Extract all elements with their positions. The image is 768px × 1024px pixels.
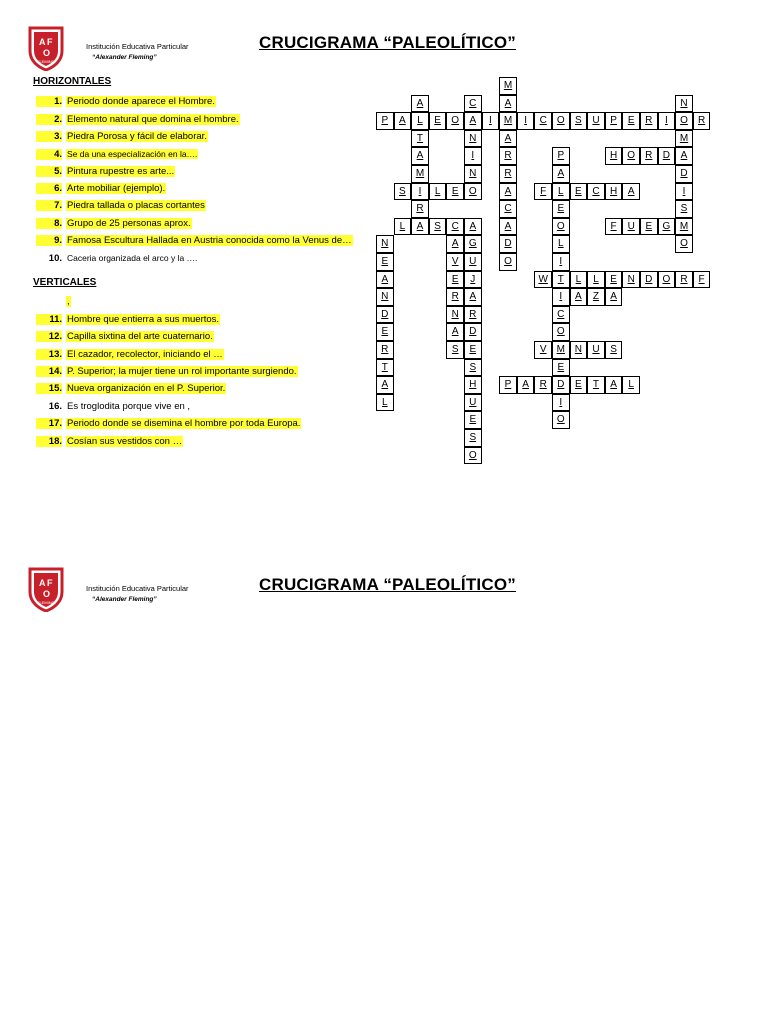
crossword-cell[interactable]: O: [464, 447, 482, 465]
crossword-cell[interactable]: N: [464, 130, 482, 148]
crossword-cell[interactable]: O: [675, 112, 693, 130]
clue-number: 6.: [36, 183, 62, 194]
crossword-cell[interactable]: C: [552, 306, 570, 324]
page-title-2: CRUCIGRAMA “PALEOLÍTICO”: [259, 575, 516, 594]
crossword-cell[interactable]: A: [464, 218, 482, 236]
crossword-cell[interactable]: P: [552, 147, 570, 165]
crossword-cell[interactable]: E: [605, 271, 623, 289]
clue-number: 17.: [36, 418, 62, 429]
crossword-cell[interactable]: N: [570, 341, 588, 359]
school-info: [86, 41, 189, 63]
school-name: Institución Educativa Particular: [86, 42, 189, 51]
crossword-cell[interactable]: O: [552, 112, 570, 130]
crossword-cell[interactable]: E: [376, 253, 394, 271]
crossword-cell[interactable]: F: [534, 183, 552, 201]
clue-text: Piedra tallada o placas cortantes: [67, 200, 205, 211]
crossword-cell[interactable]: D: [640, 271, 658, 289]
clue-number: 14.: [36, 366, 62, 377]
crossword-cell[interactable]: A: [675, 147, 693, 165]
crossword-cell[interactable]: A: [376, 271, 394, 289]
crossword-cell[interactable]: J: [464, 271, 482, 289]
crossword-cell[interactable]: R: [640, 147, 658, 165]
crossword-cell[interactable]: U: [587, 112, 605, 130]
crossword-cell[interactable]: G: [464, 235, 482, 253]
logo-letter-o: O: [43, 589, 51, 599]
clue-number: 7.: [36, 200, 62, 211]
clue-text: Arte mobiliar (ejemplo).: [67, 183, 166, 194]
school-motto: “Alexander Fleming”: [92, 596, 157, 603]
school-logo: [27, 25, 65, 71]
crossword-cell[interactable]: C: [499, 200, 517, 218]
crossword-cell[interactable]: I: [482, 112, 500, 130]
clue-text: Capilla sixtina del arte cuaternario.: [67, 331, 213, 342]
crossword-cell[interactable]: E: [552, 200, 570, 218]
crossword-cell[interactable]: S: [675, 200, 693, 218]
clue-v15: [36, 383, 370, 394]
crossword-cell[interactable]: D: [376, 306, 394, 324]
school-logo-2: [27, 566, 65, 612]
crossword-cell[interactable]: L: [587, 271, 605, 289]
crossword-cell[interactable]: U: [587, 341, 605, 359]
crossword-cell[interactable]: R: [499, 147, 517, 165]
clue-text: Elemento natural que domina el hombre.: [67, 114, 239, 125]
clue-number: 5.: [36, 166, 62, 177]
clue-text: El cazador, recolector, iniciando el …: [67, 349, 223, 360]
crossword-cell[interactable]: V: [446, 253, 464, 271]
clue-number: 15.: [36, 383, 62, 394]
crossword-cell[interactable]: A: [446, 323, 464, 341]
crossword-cell[interactable]: E: [446, 183, 464, 201]
crossword-cell[interactable]: E: [570, 183, 588, 201]
crossword-cell[interactable]: R: [411, 200, 429, 218]
crossword-cell[interactable]: S: [570, 112, 588, 130]
crossword-cell[interactable]: M: [499, 112, 517, 130]
crossword-cell[interactable]: I: [411, 183, 429, 201]
crossword-cell[interactable]: R: [446, 288, 464, 306]
verticales-heading: VERTICALES: [33, 277, 97, 288]
crossword-cell[interactable]: V: [534, 341, 552, 359]
clue-number: 4.: [36, 149, 62, 160]
clue-number: 9.: [36, 235, 62, 246]
crossword-cell[interactable]: I: [552, 288, 570, 306]
clue-v0: [36, 296, 370, 307]
crossword-cell[interactable]: E: [429, 112, 447, 130]
crossword-cell[interactable]: O: [552, 411, 570, 429]
school-motto: “Alexander Fleming”: [92, 54, 157, 61]
shield-icon: [27, 566, 65, 612]
clue-text: Se da una especialización en la….: [67, 149, 198, 159]
clue-h4: [36, 149, 370, 160]
crossword-cell[interactable]: I: [517, 112, 535, 130]
crossword-cell[interactable]: U: [464, 253, 482, 271]
crossword-cell[interactable]: E: [376, 323, 394, 341]
school-name: Institución Educativa Particular: [86, 584, 189, 593]
crossword-cell[interactable]: M: [675, 218, 693, 236]
crossword-cell[interactable]: E: [464, 341, 482, 359]
clue-h5: [36, 166, 370, 177]
crossword-cell[interactable]: A: [622, 183, 640, 201]
clue-number: 10.: [48, 253, 62, 264]
crossword-cell[interactable]: I: [675, 183, 693, 201]
crossword-cell[interactable]: E: [640, 218, 658, 236]
horizontales-heading: HORIZONTALES: [33, 76, 112, 87]
crossword-cell[interactable]: S: [464, 429, 482, 447]
crossword-cell[interactable]: I: [658, 112, 676, 130]
crossword-cell[interactable]: R: [499, 165, 517, 183]
clue-number: 13.: [36, 349, 62, 360]
crossword-cell[interactable]: O: [499, 253, 517, 271]
crossword-cell[interactable]: I: [552, 253, 570, 271]
crossword-cell[interactable]: C: [446, 218, 464, 236]
crossword-cell[interactable]: A: [464, 112, 482, 130]
crossword-cell[interactable]: R: [376, 341, 394, 359]
clue-v18: [36, 436, 370, 447]
crossword-cell[interactable]: E: [464, 411, 482, 429]
crossword-cell[interactable]: A: [499, 183, 517, 201]
clue-number: 2.: [36, 114, 62, 125]
crossword-cell[interactable]: H: [605, 147, 623, 165]
crossword-cell[interactable]: A: [570, 288, 588, 306]
crossword-cell[interactable]: O: [675, 235, 693, 253]
crossword-cell[interactable]: F: [693, 271, 711, 289]
crossword-cell[interactable]: T: [376, 359, 394, 377]
crossword-cell[interactable]: N: [446, 306, 464, 324]
clue-text: Periodo donde se disemina el hombre por toda Europa.: [67, 418, 301, 429]
crossword-cell[interactable]: A: [499, 130, 517, 148]
crossword-cell[interactable]: L: [429, 183, 447, 201]
clue-text: Periodo donde aparece el Hombre.: [67, 96, 215, 107]
clue-h9: [36, 235, 370, 246]
clue-text: Cosían sus vestidos con …: [67, 436, 183, 447]
clue-v14: [36, 366, 370, 377]
clue-text: ,: [67, 296, 70, 307]
shield-icon: [27, 25, 65, 71]
crossword-cell[interactable]: D: [499, 235, 517, 253]
logo-letter-f: F: [47, 578, 53, 588]
clue-number: 3.: [36, 131, 62, 142]
clue-h7: [36, 200, 370, 211]
crossword-cell[interactable]: L: [552, 235, 570, 253]
crossword-cell[interactable]: M: [411, 165, 429, 183]
crossword-cell[interactable]: W: [534, 271, 552, 289]
crossword-cell[interactable]: O: [622, 147, 640, 165]
page-title: CRUCIGRAMA “PALEOLÍTICO”: [259, 33, 516, 52]
clue-text: Caceria organizada el arco y la ….: [67, 253, 198, 263]
crossword-cell[interactable]: R: [675, 271, 693, 289]
crossword-cell[interactable]: A: [411, 218, 429, 236]
crossword-cell[interactable]: O: [552, 323, 570, 341]
crossword-cell[interactable]: C: [587, 183, 605, 201]
crossword-cell[interactable]: U: [622, 218, 640, 236]
crossword-cell[interactable]: D: [552, 376, 570, 394]
clue-text: Pintura rupestre es arte...: [67, 166, 175, 177]
crossword-cell[interactable]: E: [570, 376, 588, 394]
clue-number: 12.: [36, 331, 62, 342]
crossword-cell[interactable]: A: [464, 288, 482, 306]
clue-number: 11.: [36, 314, 62, 325]
crossword-cell[interactable]: O: [464, 183, 482, 201]
crossword-cell[interactable]: I: [464, 147, 482, 165]
logo-letter-a: A: [39, 37, 46, 47]
logo-caption: FLEMING: [37, 59, 55, 64]
crossword-cell[interactable]: C: [464, 95, 482, 113]
crossword-cell[interactable]: L: [570, 271, 588, 289]
crossword-cell[interactable]: D: [658, 147, 676, 165]
crossword-cell[interactable]: M: [675, 130, 693, 148]
crossword-cell[interactable]: H: [464, 376, 482, 394]
crossword-cell[interactable]: U: [464, 394, 482, 412]
crossword-cell[interactable]: L: [376, 394, 394, 412]
clue-v13: [36, 349, 370, 360]
clue-v17: [36, 418, 370, 429]
crossword-cell[interactable]: R: [464, 306, 482, 324]
crossword-cell[interactable]: I: [552, 394, 570, 412]
crossword-cell[interactable]: N: [622, 271, 640, 289]
clue-text: Piedra Porosa y fácil de elaborar.: [67, 131, 207, 142]
clue-v11: [36, 314, 370, 325]
crossword-cell[interactable]: A: [411, 95, 429, 113]
crossword-cell[interactable]: L: [622, 376, 640, 394]
crossword-cell[interactable]: P: [499, 376, 517, 394]
clue-h8: [36, 218, 370, 229]
crossword-cell[interactable]: L: [394, 218, 412, 236]
crossword-cell[interactable]: R: [693, 112, 711, 130]
crossword-cell[interactable]: S: [429, 218, 447, 236]
crossword-cell[interactable]: A: [552, 165, 570, 183]
clue-h10: [36, 253, 370, 264]
crossword-cell[interactable]: O: [658, 271, 676, 289]
crossword-cell[interactable]: M: [499, 77, 517, 95]
crossword-cell[interactable]: P: [376, 112, 394, 130]
clue-text: Grupo de 25 personas aprox.: [67, 218, 191, 229]
crossword-cell[interactable]: S: [605, 341, 623, 359]
crossword-cell[interactable]: A: [394, 112, 412, 130]
crossword-cell[interactable]: F: [605, 218, 623, 236]
crossword-cell[interactable]: R: [640, 112, 658, 130]
crossword-cell[interactable]: G: [658, 218, 676, 236]
crossword-cell[interactable]: A: [605, 376, 623, 394]
logo-letter-a: A: [39, 578, 46, 588]
crossword-cell[interactable]: T: [552, 271, 570, 289]
crossword-cell[interactable]: N: [376, 288, 394, 306]
clue-v16: [36, 401, 370, 412]
crossword-cell[interactable]: O: [552, 218, 570, 236]
clue-h2: [36, 114, 370, 125]
clue-text: Famosa Escultura Hallada en Austria conocida como la Venus de…: [67, 235, 352, 246]
crossword-cell[interactable]: N: [675, 95, 693, 113]
crossword-cell[interactable]: S: [394, 183, 412, 201]
crossword-cell[interactable]: D: [675, 165, 693, 183]
crossword-cell[interactable]: P: [605, 112, 623, 130]
crossword-cell[interactable]: E: [622, 112, 640, 130]
crossword-cell[interactable]: A: [376, 376, 394, 394]
crossword-cell[interactable]: M: [552, 341, 570, 359]
clue-v12: [36, 331, 370, 342]
clue-text: Hombre que entierra a sus muertos.: [67, 314, 220, 325]
clue-number: 18.: [36, 436, 62, 447]
clue-number: 8.: [36, 218, 62, 229]
crossword-cell[interactable]: O: [446, 112, 464, 130]
crossword-cell[interactable]: S: [446, 341, 464, 359]
crossword-cell[interactable]: A: [499, 95, 517, 113]
crossword-cell[interactable]: T: [587, 376, 605, 394]
school-info-2: [86, 583, 189, 605]
crossword-cell[interactable]: L: [411, 112, 429, 130]
logo-letter-f: F: [47, 37, 53, 47]
clue-h3: [36, 131, 370, 142]
crossword-cell[interactable]: H: [605, 183, 623, 201]
crossword-cell[interactable]: N: [376, 235, 394, 253]
crossword-cell[interactable]: S: [464, 359, 482, 377]
crossword-cell[interactable]: A: [499, 218, 517, 236]
clue-text: Nueva organización en el P. Superior.: [67, 383, 226, 394]
crossword-cell[interactable]: L: [552, 183, 570, 201]
crossword-cell[interactable]: Z: [587, 288, 605, 306]
crossword-cell[interactable]: R: [534, 376, 552, 394]
crossword-cell[interactable]: T: [411, 130, 429, 148]
crossword-cell[interactable]: E: [446, 271, 464, 289]
clue-number: 1.: [36, 96, 62, 107]
crossword-cell[interactable]: A: [605, 288, 623, 306]
crossword-cell[interactable]: D: [464, 323, 482, 341]
logo-caption: FLEMING: [37, 600, 55, 605]
crossword-cell[interactable]: N: [464, 165, 482, 183]
clue-h6: [36, 183, 370, 194]
logo-letter-o: O: [43, 48, 51, 58]
crossword-cell[interactable]: A: [517, 376, 535, 394]
clue-text: Es troglodita porque vive en ,: [67, 401, 191, 412]
crossword-cell[interactable]: E: [552, 359, 570, 377]
crossword-cell[interactable]: C: [534, 112, 552, 130]
clue-number: 16.: [48, 401, 62, 412]
crossword-cell[interactable]: A: [446, 235, 464, 253]
clue-text: P. Superior; la mujer tiene un rol importante surgiendo.: [67, 366, 297, 377]
crossword-cell[interactable]: A: [411, 147, 429, 165]
clue-h1: [36, 96, 370, 107]
